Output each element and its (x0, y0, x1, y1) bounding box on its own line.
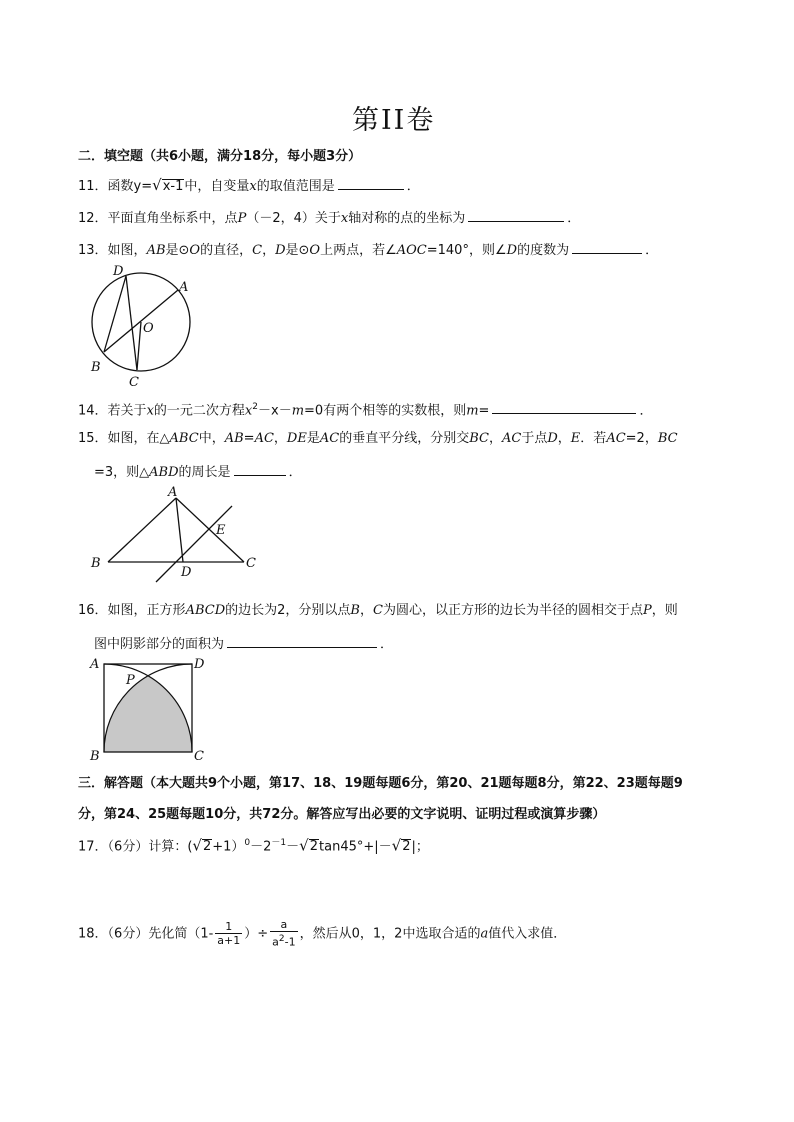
var-bc: BC (657, 431, 678, 446)
q16-text-b: 的边长为2，分别以点 (225, 603, 351, 618)
q12-text-c: 轴对称的点的坐标为 (348, 211, 466, 226)
sqrt-sign: √ (391, 836, 402, 855)
q15-line2-a: =3，则△ (94, 465, 150, 480)
circle-figure (80, 260, 200, 390)
question-number: 18． (78, 926, 108, 942)
shaded-region (104, 676, 192, 752)
q17-end: |； (411, 839, 429, 855)
q17-score: （6分）计算：( (107, 839, 193, 855)
var-ab: AB (146, 243, 166, 258)
q15-text-b: 中， (198, 431, 225, 446)
var-d: D (547, 431, 558, 446)
q11-text-a: 函数y= (107, 179, 153, 194)
question-13 (78, 240, 658, 260)
var-x: x (244, 403, 253, 419)
answer-blank (572, 240, 642, 254)
label-o: O (143, 321, 154, 336)
denominator-b: -1 (284, 935, 296, 949)
q12-end: ． (567, 211, 581, 226)
page-title: 第II卷 (352, 105, 436, 136)
numerator: 1 (215, 920, 242, 934)
exponent: 2 (278, 934, 285, 944)
question-14 (78, 398, 652, 420)
q16-end: ． (380, 637, 394, 652)
fraction-a-over-a-squared-minus-1 (270, 918, 297, 950)
comma: ， (557, 431, 571, 446)
var-x: x (249, 179, 257, 194)
question-number: 11． (78, 179, 108, 194)
question-number: 14． (78, 403, 108, 419)
question-16-line-2 (94, 634, 393, 654)
q16-text-d: ，则 (651, 603, 678, 618)
triangle-figure (86, 484, 266, 584)
question-15 (78, 430, 678, 448)
label-d: D (113, 264, 124, 279)
label-c: C (129, 375, 139, 390)
q18-part: （1- (187, 926, 214, 942)
question-number: 17． (78, 839, 108, 855)
q13-end: ． (645, 243, 659, 258)
denominator: a+1 (217, 933, 241, 947)
question-number: 15． (78, 431, 108, 446)
question-number: 12． (78, 211, 108, 226)
var-ac: AC (254, 431, 274, 446)
q13-text-g: 的度数为 (517, 243, 570, 258)
answer-blank (492, 400, 636, 414)
var-e: E (570, 431, 581, 446)
var-x: x (146, 403, 154, 419)
q15-text-e: 于点 (521, 431, 548, 446)
label-b: B (90, 749, 100, 764)
var-d: D (275, 243, 286, 258)
radicand: 2 (402, 839, 411, 855)
var-ac: AC (319, 431, 340, 446)
comma: ， (262, 243, 276, 258)
label-b: B (91, 556, 101, 571)
q17-part: －2 (250, 839, 272, 855)
q14-rest: －x－ (258, 403, 292, 419)
var-abc: ABC (169, 431, 199, 446)
sqrt-sign: √ (152, 176, 162, 194)
q11-text-c: 的取值范围是 (256, 179, 335, 194)
diameter-ab (104, 290, 178, 352)
var-ac: AC (606, 431, 626, 446)
q18-text-a: ，然后从0，1，2中选取合适的 (299, 926, 481, 942)
var-a: a (480, 926, 489, 942)
exponent: －1 (271, 838, 287, 848)
question-17 (78, 834, 429, 856)
var-ab: AB (224, 431, 244, 446)
q13-text-e: 上两点，若∠ (320, 243, 397, 258)
exponent: 2 (252, 402, 258, 412)
q15-end: ． (288, 465, 302, 480)
var-c: C (252, 243, 263, 258)
q12-text-b: （－2，4）关于 (246, 211, 341, 226)
label-a: A (179, 280, 189, 295)
q18-text-b: 值代入求值． (488, 926, 567, 942)
question-15-line-2 (94, 462, 302, 482)
q17-part: tan45°+|－ (319, 839, 392, 855)
q13-text-a: 如图， (107, 243, 147, 258)
label-p: P (126, 673, 135, 688)
q18-score: （6分）先化简 (107, 926, 188, 942)
var-o: O (309, 243, 321, 258)
sqrt-sign: √ (192, 836, 202, 855)
radicand: 2 (309, 839, 319, 855)
fraction-1-over-a-plus-1 (215, 920, 242, 948)
q18-part: ）÷ (244, 926, 269, 942)
label-d: D (181, 565, 192, 580)
comma: ， (359, 603, 373, 618)
q16-line2: 图中阴影部分的面积为 (94, 637, 225, 652)
square-figure (86, 656, 216, 764)
q17-part: +1） (212, 839, 245, 855)
q11-text-b: 中，自变量 (184, 179, 250, 194)
var-abcd: ABCD (185, 603, 226, 618)
label-a: A (168, 485, 178, 500)
label-c: C (246, 556, 256, 571)
q14-text-c: =0有两个相等的实数根，则 (304, 403, 467, 419)
q15-text-c: 是 (306, 431, 320, 446)
var-bc: BC (469, 431, 489, 446)
q11-end: ． (406, 179, 420, 194)
label-b: B (91, 360, 101, 375)
var-b: B (350, 603, 360, 618)
label-a: A (90, 657, 100, 672)
var-p: P (642, 603, 652, 618)
segment-db (104, 276, 126, 352)
q14-text-b: 的一元二次方程 (153, 403, 245, 419)
q15-text-f: ．若 (580, 431, 607, 446)
question-12 (78, 208, 580, 228)
perpendicular-bisector-de (156, 506, 232, 582)
q15-text-g: =2， (625, 431, 658, 446)
denominator (270, 932, 297, 950)
equals: = (243, 431, 255, 446)
label-c: C (194, 749, 204, 764)
segment-ab (108, 498, 176, 562)
q15-line2-b: 的周长是 (178, 465, 231, 480)
question-16 (78, 602, 678, 620)
q13-text-f: =140°，则∠ (426, 243, 507, 258)
var-aoc: AOC (396, 243, 427, 258)
q13-text-c: 的直径， (200, 243, 253, 258)
q17-part: － (286, 839, 300, 855)
var-abd: ABD (149, 465, 179, 480)
comma: ， (273, 431, 287, 446)
var-x: x (340, 211, 349, 226)
q16-text-c: 为圆心，以正方形的边长为半径的圆相交于点 (382, 603, 643, 618)
q15-text-a: 如图，在△ (107, 431, 170, 446)
question-11 (78, 176, 420, 196)
answer-blank (234, 462, 286, 476)
q13-text-b: 是⊙ (165, 243, 190, 258)
answer-blank (468, 208, 564, 222)
segment-ad (176, 498, 183, 562)
equals: = (478, 403, 490, 419)
var-ac: AC (501, 431, 522, 446)
radicand: 2 (202, 839, 212, 855)
question-number: 16． (78, 603, 108, 618)
q16-text-a: 如图，正方形 (107, 603, 186, 618)
q13-text-d: 是⊙ (285, 243, 310, 258)
q14-end: ． (639, 403, 653, 419)
exponent: 0 (244, 838, 251, 848)
segment-dc (126, 276, 137, 370)
sqrt-sign: √ (299, 836, 309, 855)
var-p: P (237, 211, 247, 226)
question-number: 13． (78, 243, 108, 258)
answer-blank (227, 634, 377, 648)
question-18 (78, 918, 566, 950)
answer-blank (338, 176, 404, 190)
section-heading-solutions: 三．解答题（本大题共9个小题，第17、18、19题每题6分，第20、21题每题8分，第22、23题每题9 (78, 776, 683, 791)
var-de: DE (286, 431, 307, 446)
section-heading-fill-in: 二．填空题（共6小题，满分18分，每小题3分） (78, 149, 362, 164)
comma: ， (488, 431, 502, 446)
q15-text-d: 的垂直平分线，分别交 (339, 431, 470, 446)
var-m: m (466, 403, 479, 419)
var-m: m (291, 403, 305, 419)
label-d: D (194, 657, 205, 672)
denominator-a: a (272, 935, 279, 949)
var-d: D (506, 243, 518, 258)
q14-text-a: 若关于 (107, 403, 147, 419)
section-heading-solutions-line-2: 分，第24、25题每题10分，共72分。解答应写出必要的文字说明、证明过程或演算步骤） (78, 807, 606, 822)
label-e: E (216, 523, 226, 538)
q12-text-a: 平面直角坐标系中，点 (107, 211, 238, 226)
numerator: a (270, 918, 297, 932)
var-c: C (372, 603, 383, 618)
var-o: O (189, 243, 201, 258)
radicand: x-1 (162, 179, 184, 194)
segment-oc (137, 322, 141, 370)
